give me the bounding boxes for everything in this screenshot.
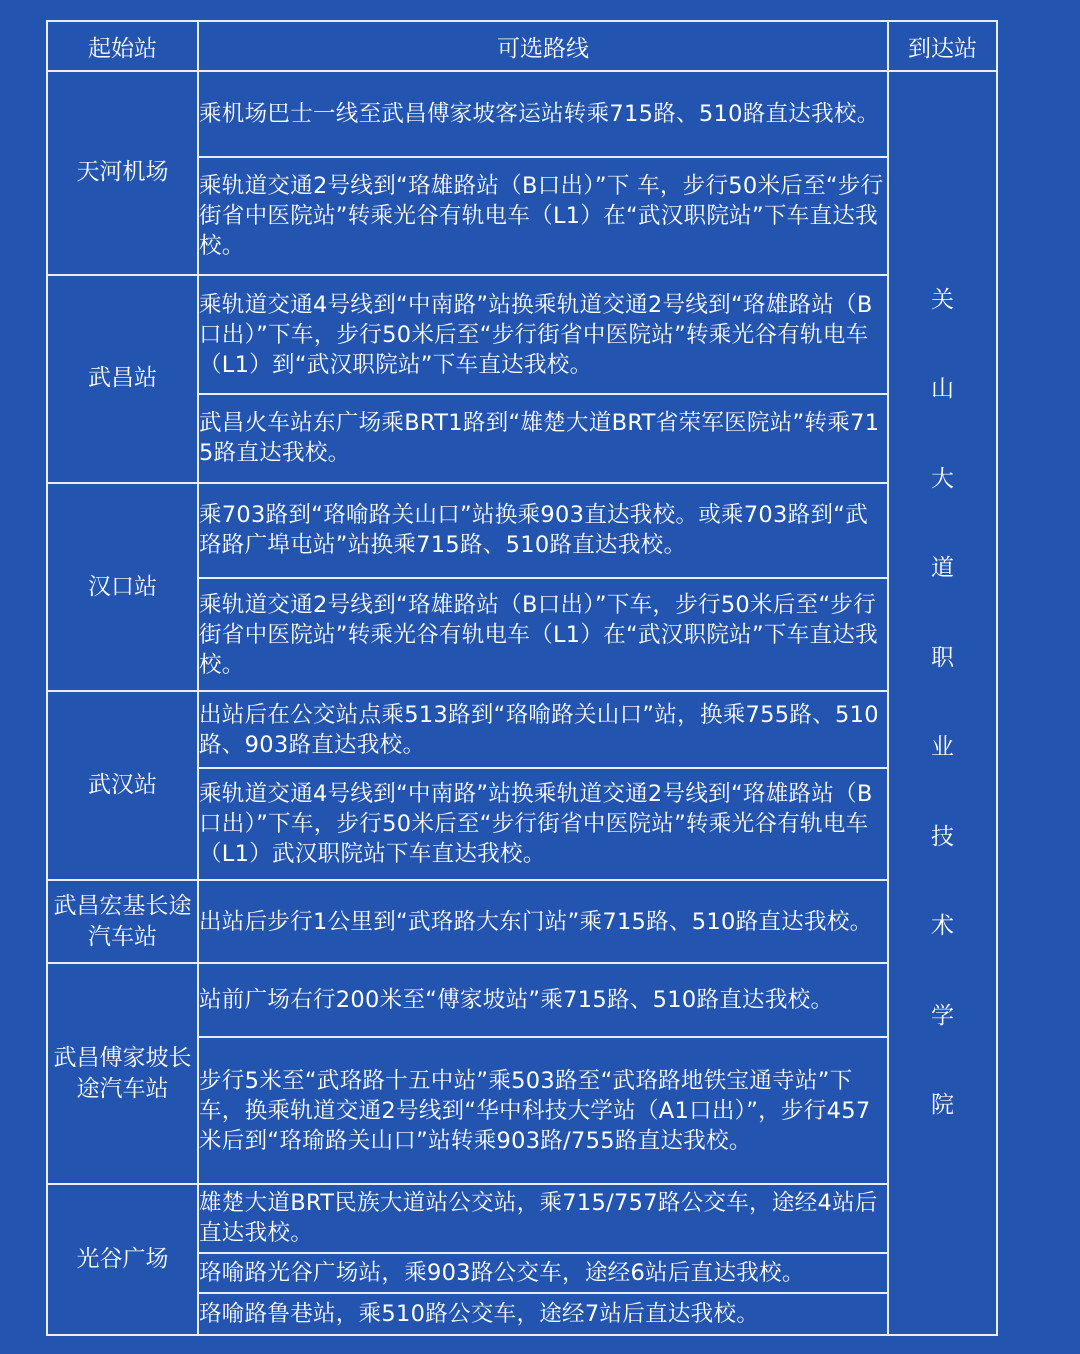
route-cell: 雄楚大道BRT民族大道站公交站，乘715/757路公交车，途经4站后直达我校。 (198, 1184, 888, 1252)
route-cell: 乘轨道交通4号线到“中南路”站换乘轨道交通2号线到“珞雄路站（B口出）”下车，步行50米后至“步行街省中医院站”转乘光谷有轨电车（L1）到“武汉职院站”下车直达我校。 (198, 275, 888, 394)
route-cell: 乘轨道交通2号线到“珞雄路站（B口出）”下车，步行50米后至“步行街省中医院站”转乘光谷有轨电车（L1）在“武汉职院站”下车直达我校。 (198, 578, 888, 691)
table-row (47, 275, 997, 394)
header-origin: 起始站 (47, 21, 198, 71)
destination-name: 关山大道职业技术学院 (931, 286, 954, 1118)
header-destination: 到达站 (888, 21, 997, 71)
route-cell: 武昌火车站东广场乘BRT1路到“雄楚大道BRT省荣军医院站”转乘715路直达我校。 (198, 394, 888, 482)
route-cell: 珞喻路光谷广场站，乘903路公交车，途经6站后直达我校。 (198, 1253, 888, 1293)
route-cell: 乘轨道交通2号线到“珞雄路站（B口出）”下 车，步行50米后至“步行街省中医院站”转乘光谷有轨电车（L1）在“武汉职院站”下车直达我校。 (198, 157, 888, 274)
destination-cell (888, 71, 997, 1335)
table-row (47, 71, 997, 157)
table-row (47, 1184, 997, 1252)
route-cell: 乘703路到“珞喻路关山口”站换乘903直达我校。或乘703路到“武珞路广埠屯站”站换乘715路、510路直达我校。 (198, 483, 888, 578)
table-row (47, 691, 997, 767)
origin-station: 天河机场 (47, 71, 198, 275)
route-cell: 出站后步行1公里到“武珞路大东门站”乘715路、510路直达我校。 (198, 880, 888, 963)
route-cell: 站前广场右行200米至“傅家坡站”乘715路、510路直达我校。 (198, 963, 888, 1036)
origin-station: 武昌宏基长途汽车站 (47, 880, 198, 963)
origin-station: 武昌傅家坡长途汽车站 (47, 963, 198, 1184)
origin-station: 武汉站 (47, 691, 198, 880)
table-row (47, 963, 997, 1036)
origin-station: 汉口站 (47, 483, 198, 692)
route-table-frame (46, 20, 996, 1336)
table-header-row (47, 21, 997, 71)
header-routes: 可选路线 (198, 21, 888, 71)
origin-station: 武昌站 (47, 275, 198, 483)
table-row (47, 880, 997, 963)
route-cell: 珞喻路鲁巷站，乘510路公交车，途经7站后直达我校。 (198, 1293, 888, 1335)
route-cell: 乘轨道交通4号线到“中南路”站换乘轨道交通2号线到“珞雄路站（B口出）”下车，步行50米后至“步行街省中医院站”转乘光谷有轨电车（L1）武汉职院站下车直达我校。 (198, 768, 888, 880)
route-cell: 乘机场巴士一线至武昌傅家坡客运站转乘715路、510路直达我校。 (198, 71, 888, 157)
route-cell: 步行5米至“武珞路十五中站”乘503路至“武珞路地铁宝通寺站”下车，换乘轨道交通2号线到“华中科技大学站（A1口出）”，步行457米后到“珞瑜路关山口”站转乘903路/755路直达我校。 (198, 1037, 888, 1185)
route-table (46, 20, 998, 1336)
table-row (47, 483, 997, 578)
origin-station: 光谷广场 (47, 1184, 198, 1335)
route-cell: 出站后在公交站点乘513路到“珞喻路关山口”站，换乘755路、510路、903路直达我校。 (198, 691, 888, 767)
